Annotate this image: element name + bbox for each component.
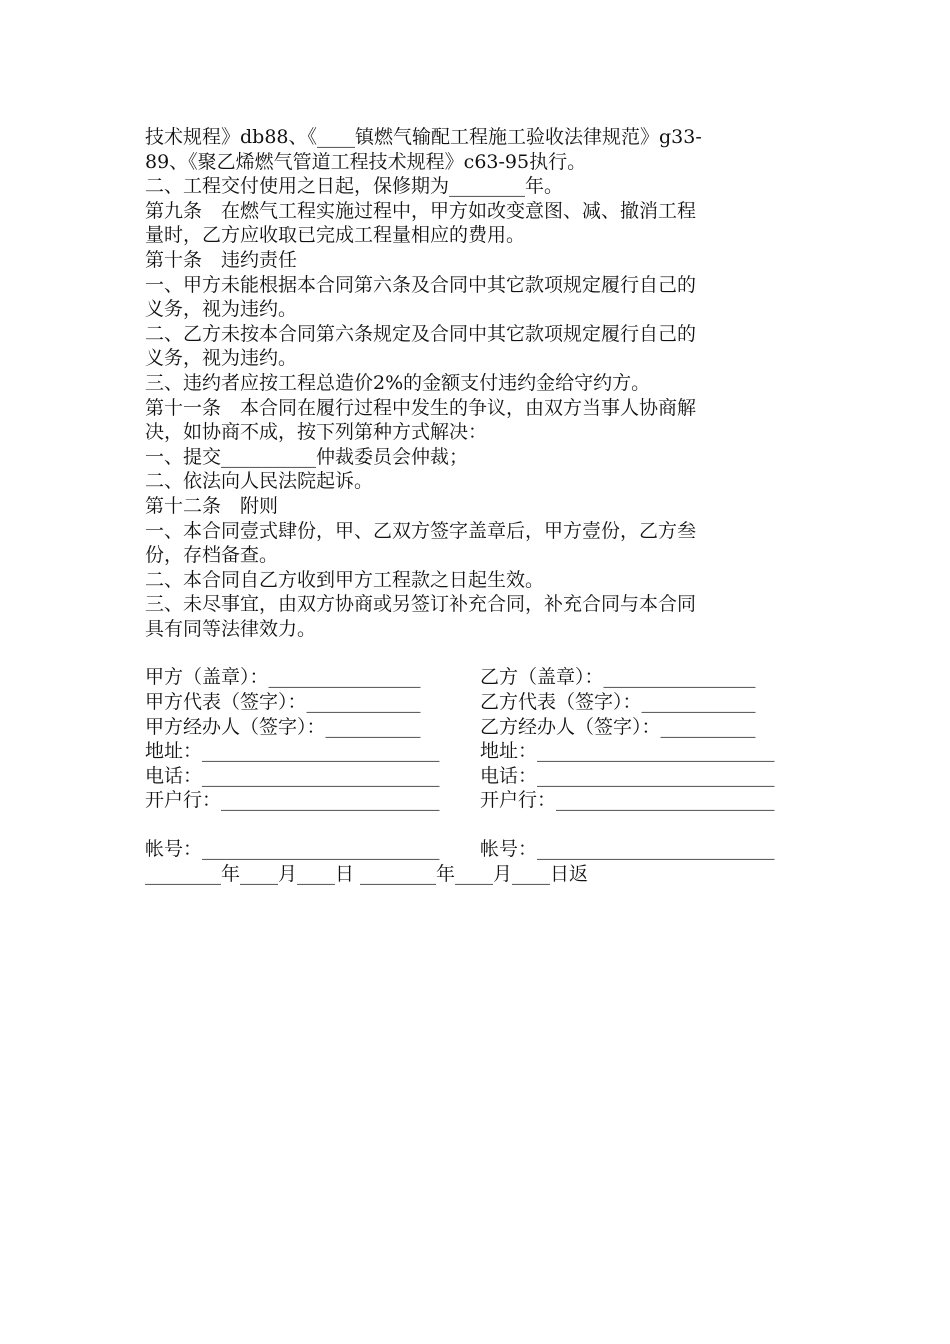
body-line: 一、甲方未能根据本合同第六条及合同中其它款项规定履行自己的 — [145, 273, 697, 296]
body-line: 具有同等法律效力。 — [145, 617, 317, 640]
party-a-bank-field: 开户行：_______________________ — [145, 789, 440, 812]
body-line: 技术规程》db88、《____镇燃气输配工程施工验收法律规范》g33- — [145, 126, 702, 148]
spacer — [145, 813, 810, 837]
party-a-phone-field: 电话：_________________________ — [145, 764, 440, 787]
section-heading: 第十条 违约责任 — [145, 248, 298, 271]
party-b-seal-field: 乙方（盖章）：________________ — [480, 666, 756, 689]
party-a-representative-field: 甲方代表（签字）：____________ — [145, 691, 421, 714]
party-b-phone-field: 电话：_________________________ — [480, 764, 775, 787]
section-heading: 第十二条 附则 — [145, 494, 279, 517]
body-line: 第十一条 本合同在履行过程中发生的争议，由双方当事人协商解 — [145, 396, 697, 419]
signature-row-bank — [145, 788, 810, 813]
party-a-account-field: 帐号：_________________________ — [145, 838, 440, 861]
body-line: 一、本合同壹式肆份，甲、乙双方签字盖章后，甲方壹份，乙方叁 — [145, 519, 697, 542]
body-line: 二、乙方未按本合同第六条规定及合同中其它款项规定履行自己的 — [145, 322, 697, 345]
body-line: 二、工程交付使用之日起，保修期为________年。 — [145, 175, 564, 198]
body-line: 二、依法向人民法院起诉。 — [145, 470, 374, 493]
body-line: 量时，乙方应收取已完成工程量相应的费用。 — [145, 224, 526, 247]
date-line: ________年____月____日 ________年____月____日返 — [145, 862, 589, 885]
party-b-agent-field: 乙方经办人（签字）：__________ — [480, 715, 756, 738]
party-a-seal-field: 甲方（盖章）：________________ — [145, 666, 421, 689]
signature-row-representative — [145, 690, 810, 715]
signature-row-account — [145, 837, 810, 862]
body-line: 三、未尽事宜，由双方协商或另签订补充合同，补充合同与本合同 — [145, 593, 697, 616]
body-line: 二、本合同自乙方收到甲方工程款之日起生效。 — [145, 568, 545, 591]
body-line: 份，存档备查。 — [145, 544, 279, 567]
body-line: 义务，视为违约。 — [145, 298, 298, 321]
party-b-bank-field: 开户行：_______________________ — [480, 789, 775, 812]
signature-row-seal — [145, 665, 810, 690]
party-a-address-field: 地址：_________________________ — [145, 740, 440, 763]
body-line: 第九条 在燃气工程实施过程中，甲方如改变意图、减、撤消工程 — [145, 199, 697, 222]
body-line: 三、违约者应按工程总造价2%的金额支付违约金给守约方。 — [145, 371, 651, 394]
body-line: 89、《聚乙烯燃气管道工程技术规程》c63-95执行。 — [145, 150, 587, 173]
body-line: 决，如协商不成，按下列第种方式解决： — [145, 421, 488, 444]
signature-row-agent — [145, 715, 810, 740]
party-b-representative-field: 乙方代表（签字）：____________ — [480, 691, 756, 714]
signature-row-address — [145, 739, 810, 764]
body-line: 一、提交__________仲裁委员会仲裁； — [145, 445, 469, 468]
contract-text — [145, 125, 810, 886]
party-b-account-field: 帐号：_________________________ — [480, 838, 775, 861]
body-line: 义务，视为违约。 — [145, 347, 298, 370]
party-a-agent-field: 甲方经办人（签字）：__________ — [145, 715, 421, 738]
party-b-address-field: 地址：_________________________ — [480, 740, 775, 763]
spacer — [145, 641, 810, 665]
signature-row-phone — [145, 764, 810, 789]
